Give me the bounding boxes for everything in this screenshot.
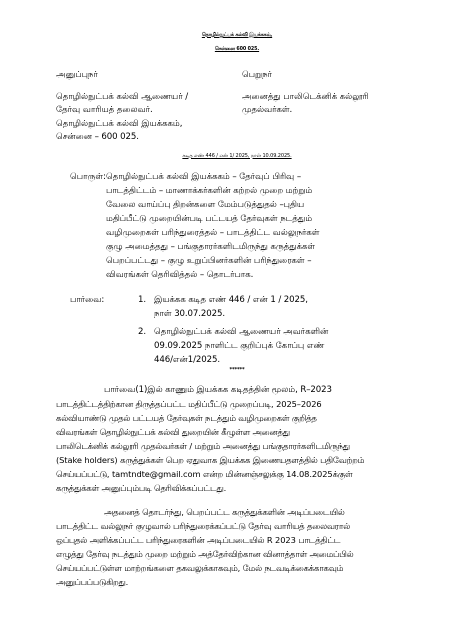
sender-line: தொழில்நுட்பக் கல்வி இயக்ககம்,: [56, 119, 183, 129]
letter-reference: கடித எண் 446 / என் 1/ 2025, நாள் 10.09.2025.: [182, 153, 292, 159]
recipient-line: அனைத்து பாலிடெக்னிக் கல்லூரி: [242, 92, 369, 102]
subject-label: பொருள்:: [70, 172, 106, 182]
paragraph-line: பாடத்திட்ட வல்லுநர் குழுவால் பரிந்துரைக்கப்பட்டு தேர்வு வாரியத் தலைவரால்: [56, 521, 351, 531]
paragraph-line: (Stake holders) கருத்துக்கள் பெற ஏதுவாக இயக்கக இணையதளத்தில் பதிவேற்றம்: [56, 455, 365, 465]
subject-line: பாடத்திட்டம் – மாணாக்கர்களின் கற்றல் முறை மற்றும்: [106, 186, 313, 196]
paragraph-line: செய்யப்பட்டுள்ள மாற்றங்களை தகவலுக்காகவும், மேல் நடவடிக்கைக்காகவும்: [56, 563, 344, 573]
paragraph-line: கருத்துக்கள் அனுப்பும்படி தெரிவிக்கப்பட்டது.: [56, 483, 227, 493]
recipient-label: பெறுநர்: [242, 70, 272, 80]
references-label: பார்வை:: [70, 295, 105, 305]
paragraph-line: விவரங்கள் தொழில்நுட்பக் கல்வி துறையின் கீழுள்ள அனைத்து: [56, 427, 290, 437]
recipient-line: முதல்வர்கள்.: [242, 105, 293, 115]
office-city: சென்னை 600 025.: [214, 47, 260, 52]
paragraph-line: ஒப்புதல் அளிக்கப்பட்ட பரிந்துரைகளின் அடிப்படையில் R 2023 பாடத்திட்ட: [56, 535, 341, 545]
sender-line: தேர்வு வாரியத் தலைவர்.: [56, 105, 153, 115]
reference-number: 2.: [138, 327, 146, 337]
paragraph-line: பார்வை(1)இல் காணும் இயக்கக கடிதத்தின் மூலம், R–2023: [104, 385, 332, 395]
reference-line: நாள் 30.07.2025.: [154, 309, 226, 319]
reference-line: தொழில்நுட்பக் கல்வி ஆணையர் அவர்களின்: [154, 327, 329, 337]
paragraph-line: பாடத்திட்டத்திற்கான திருத்தப்பட்ட மதிப்பீட்டு முறைப்படி, 2025–2026: [56, 399, 322, 409]
subject-line: தொழில்நுட்பக் கல்வி இயக்ககம் – தேர்வுப் பிரிவு –: [106, 172, 302, 182]
subject-line: குழு அமைத்தது – பங்குதாரர்களிடமிருந்து கருத்துக்கள்: [106, 242, 316, 252]
reference-line: 446/என்1/2025.: [154, 355, 221, 365]
paragraph-line: பாலிடெக்னிக் கல்லூரி முதல்வர்கள் / மற்றும் அனைத்து பங்குதாரர்களிடமிருந்து: [56, 441, 350, 451]
sender-line: சென்னை – 600 025.: [56, 132, 139, 142]
reference-number: 1.: [138, 295, 146, 305]
sender-line: தொழில்நுட்பக் கல்வி ஆணையர் /: [56, 92, 189, 102]
reference-line: 09.09.2025 நாளிட்ட குறிப்புக் கோப்பு எண்: [154, 341, 325, 351]
subject-line: விவரங்கள் தெரிவித்தல் – தொடர்பாக.: [106, 270, 254, 280]
subject-line: வழிமுறைகள் பரிந்துரைத்தல் – பாடத்திட்ட வல்லுநர்கள்: [106, 228, 320, 238]
paragraph-line: அனுப்பப்படுகிறது.: [56, 577, 129, 587]
paragraph-line: செய்யப்பட்டு, tamtndte@gmail.com என்ற மின்னஞ்சலுக்கு 14.08.2025க்குள்: [56, 469, 353, 479]
sender-label: அனுப்புநர்: [56, 70, 98, 80]
reference-line: இயக்கக கடித எண் 446 / என் 1 / 2025,: [154, 295, 308, 305]
subject-line: பெறப்பட்டது – குழு உறுப்பினர்களின் பரிந்துரைகள் –: [106, 256, 312, 266]
office-title: தொழில்நுட்பக் கல்வி இயக்ககம்,: [201, 33, 273, 38]
subject-line: வேலை வாய்ப்பு திறன்களை மேம்படுத்துதல் –புதிய: [106, 200, 305, 210]
subject-line: மதிப்பீட்டு முறையின்படி பட்டயத் தேர்வுகள் நடத்தும்: [106, 214, 313, 224]
paragraph-line: அதனைத் தொடர்ந்து, பெறப்பட்ட கருத்துக்களின் அடிப்படையில்: [104, 507, 345, 517]
paragraph-line: கல்வியாண்டு முதல் பட்டயத் தேர்வுகள் நடத்தும் வழிமுறைகள் குறித்த: [56, 413, 317, 423]
paragraph-line: எழுத்து தேர்வு நடத்தும் முறை மற்றும் அத்தேர்விற்கான வினாத்தாள் அமைப்பில்: [56, 549, 354, 559]
separator-stars: ******: [229, 367, 245, 373]
